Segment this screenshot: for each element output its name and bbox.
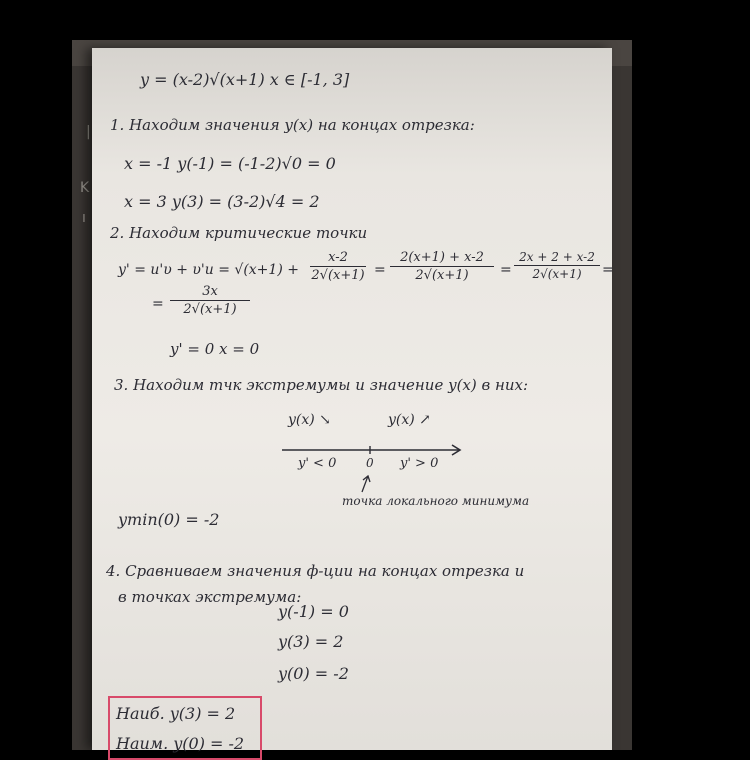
minimum-value: ymin(0) = -2 bbox=[118, 510, 220, 529]
negative-derivative-label: y' < 0 bbox=[298, 456, 337, 471]
critical-point: y' = 0 x = 0 bbox=[170, 340, 260, 358]
answer-min: Наим. y(0) = -2 bbox=[116, 734, 245, 753]
value-at-critical-point: y(0) = -2 bbox=[278, 664, 349, 683]
fraction-4-denominator: 2√(x+1) bbox=[183, 302, 237, 317]
step1-line1: x = -1 y(-1) = (-1-2)√0 = 0 bbox=[124, 154, 336, 173]
step3-heading: 3. Находим тчк экстремумы и значение y(x) в них: bbox=[114, 376, 529, 394]
step1-line2: x = 3 y(3) = (3-2)√4 = 2 bbox=[124, 192, 320, 211]
fraction-3-numerator: 2x + 2 + x-2 bbox=[519, 250, 595, 264]
step2-heading: 2. Находим критические точки bbox=[110, 224, 368, 242]
answer-max: Наиб. y(3) = 2 bbox=[116, 704, 236, 723]
equals-sign: = bbox=[152, 296, 164, 312]
local-minimum-note: точка локального минимума bbox=[342, 494, 530, 508]
zero-tick-label: 0 bbox=[366, 456, 374, 470]
decreasing-label: y(x) ↘ bbox=[288, 412, 331, 428]
step4-heading-line1: 4. Сравниваем значения ф-ции на концах отрезка и bbox=[106, 562, 525, 580]
fraction-4-numerator: 3x bbox=[202, 284, 218, 299]
margin-mark: K bbox=[80, 180, 90, 196]
positive-derivative-label: y' > 0 bbox=[400, 456, 439, 471]
equals-sign: = bbox=[602, 262, 614, 278]
sign-chart bbox=[92, 48, 612, 750]
increasing-label: y(x) ↗ bbox=[388, 412, 431, 428]
equals-sign: = bbox=[374, 262, 386, 278]
step4-heading-line2: в точках экстремума: bbox=[118, 588, 302, 606]
derivative-start: y' = u'υ + υ'u = √(x+1) + bbox=[118, 262, 299, 278]
margin-mark: | bbox=[86, 124, 91, 140]
value-at-right-end: y(3) = 2 bbox=[278, 632, 344, 651]
equals-sign: = bbox=[500, 262, 512, 278]
fraction-2-numerator: 2(x+1) + x-2 bbox=[400, 250, 484, 265]
fraction-3-denominator: 2√(x+1) bbox=[532, 267, 582, 281]
fraction-2-denominator: 2√(x+1) bbox=[415, 268, 469, 283]
answer-highlight-box bbox=[108, 696, 262, 760]
function-definition: y = (x-2)√(x+1) x ∈ [-1, 3] bbox=[140, 70, 350, 89]
value-at-left-end: y(-1) = 0 bbox=[278, 602, 349, 621]
margin-mark: ı bbox=[82, 210, 86, 226]
fraction-1-numerator: x-2 bbox=[328, 250, 348, 265]
notebook-page bbox=[92, 48, 614, 753]
step1-heading: 1. Находим значения y(x) на концах отрезка: bbox=[110, 116, 475, 134]
fraction-1-denominator: 2√(x+1) bbox=[311, 268, 365, 283]
